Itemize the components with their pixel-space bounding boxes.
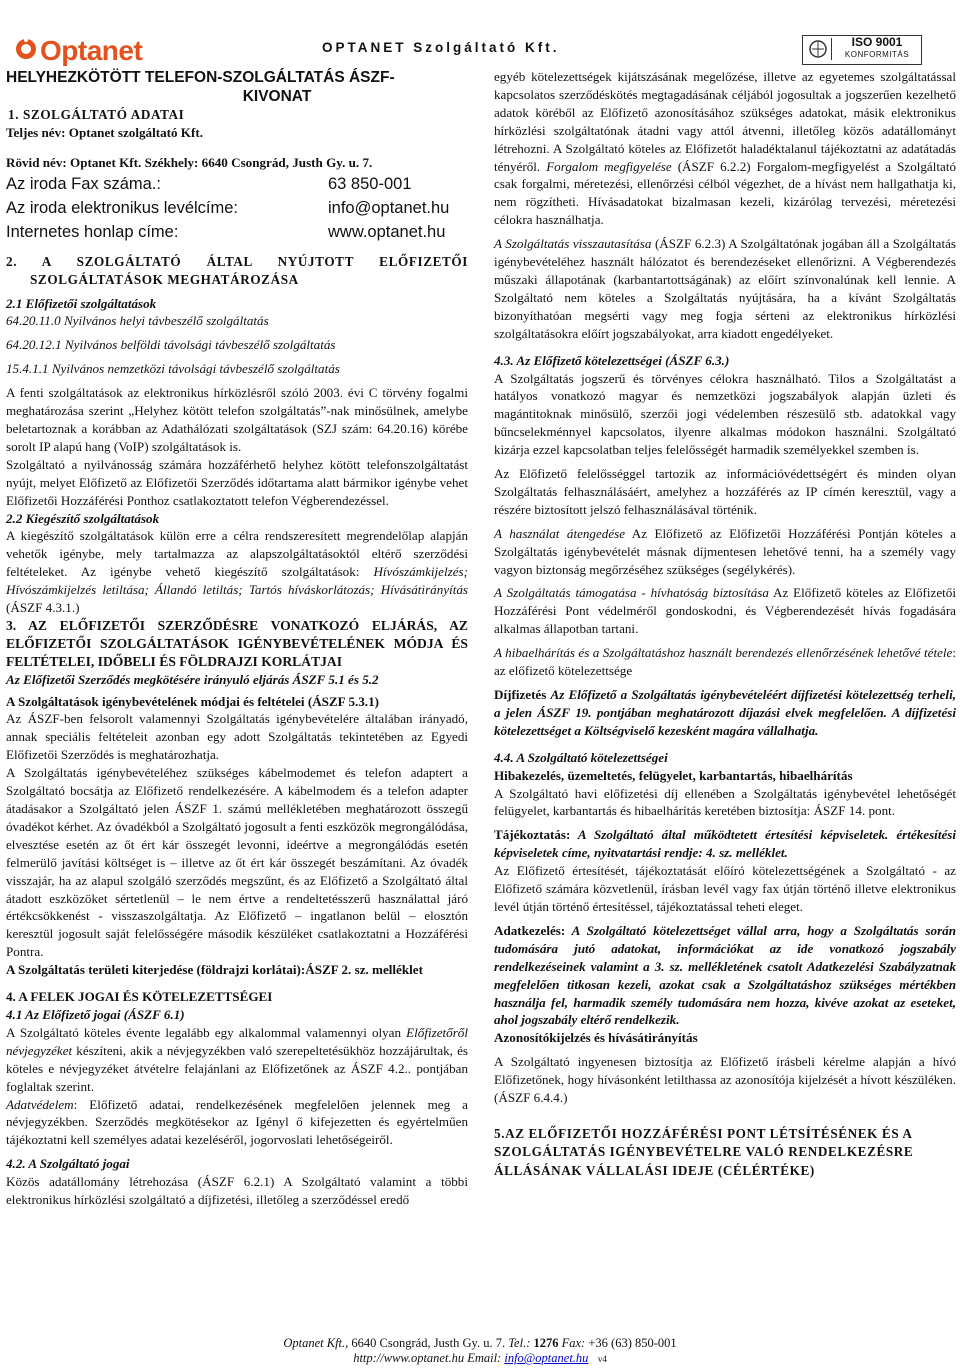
left-column — [6, 68, 468, 1209]
fault-repair-text: : az előfizető kötelezettsége — [494, 645, 956, 679]
fault-repair-label: A hibaelhárítás és a Szolgáltatáshoz használt berendezés ellenőrzésének lehetővé tétele — [494, 645, 953, 661]
fax-row — [6, 172, 468, 196]
footer-line-2 — [0, 1351, 960, 1368]
iso-subtitle: KONFORMITÁS — [844, 50, 910, 59]
supplementary-text: A kiegészítő szolgáltatások külön erre a célra rendszeresített megrendelőlap alapján vehetők igénybe, mely tartalmazza az alapszolgáltatásoktól eltérő szerződési feltételeket. Az igénybe vehető kiegészítő szolgáltatások: — [6, 528, 468, 580]
directory-text-b: készíteni, akik a névjegyzékben való szerepeltetésükhöz hozzájárultak, és köteles e névjegyzéket átvételre felajánlani az Előfizetőnek az ÁSZF 4.2.. pontjában foglaltak szerint. — [6, 1042, 468, 1094]
section-3-h2: A Szolgáltatások igénybevételének módjai és feltételei (ÁSZF 5.3.1) — [6, 693, 379, 709]
optanet-logo — [6, 18, 146, 66]
document-title: HELYHEZKÖTÖTT TELEFON-SZOLGÁLTATÁS ÁSZF- — [6, 69, 395, 86]
paragraph-fees — [494, 686, 956, 740]
paragraph-responsibility: Az Előfizető felelősséggel tartozik az információvédettségért és minden olyan Szolgáltatás felhasználásáért, amelyhez a hozzáférés az IP címén keresztül, vagy a részére biztosított jelszó felhasználásával történik. — [494, 466, 956, 517]
data-protection-label: Adatvédelem — [6, 1096, 74, 1112]
footer-company: Optanet Kft. — [283, 1336, 346, 1350]
section-2-heading-2: SZOLGÁLTATÁSOK MEGHATÁROZÁSA — [30, 271, 299, 287]
service-code-3: 15.4.1.1 Nyilvános nemzetközi távolsági távbeszélő szolgáltatás — [6, 361, 340, 377]
paragraph-data-protection — [6, 1096, 468, 1150]
paragraph-supplementary — [6, 527, 468, 617]
web-value: www.optanet.hu — [328, 222, 446, 241]
information-label: Tájékoztatás: — [494, 827, 571, 843]
obligations-text: egyéb kötelezettségek kijátszásának megelőzése, illetve az egyetemes szolgáltatással kapcsolatos szerződéskötés megtagadásának céljából jogosultak a jogszerűen kezelhető adatok köréből az Előfizető azonosításához szükséges adatokat, másik elektronikus hírközlési szolgáltatónak átadni vagy attól átvenni, illetőleg közös adatállományt létrehozni. A Szolgáltató köteles az Előfizetőt haladéktalanul tájékoztatni az adatátadás tényéről. — [494, 69, 956, 174]
email-row — [6, 196, 468, 220]
fax-label: Az iroda Fax száma.: — [6, 174, 161, 193]
fax-value: 63 850-001 — [328, 174, 412, 193]
section-2-2-heading: 2.2 Kiegészítő szolgáltatások — [6, 510, 160, 526]
paragraph-lawful-use: A Szolgáltatás jogszerű és törvényes célokra használható. Tilos a Szolgáltatást a hatályos vonatkozó magyar és nemzetközi jogszabályok alapján üzleti és magántitoknak minősülő, szerzői jogi védelemben részesülő stb. adatokkal vagy bűncselekménnyel kapcsolatos, ilyenre alkalmas módokon használni. Szolgáltató kizárja ezzel kapcsolatban teljes felelősségét harmadik személyekkel szemben is. — [494, 370, 956, 458]
service-code-1: 64.20.11.0 Nyilvános helyi távbeszélő szolgáltatás — [6, 313, 269, 329]
section-3-h3: A Szolgáltatás területi kiterjedése (földrajzi korlátai):ÁSZF 2. sz. melléklet — [6, 962, 423, 978]
directory-text-a: A Szolgáltató köteles évente legalább egy alkalommal valamennyi olyan — [6, 1024, 407, 1040]
paragraph-services: A fenti szolgáltatások az elektronikus hírközlésről szóló 2003. évi C törvény fogalmi meghatározása szerint „Helyhez kötött telefon szolgáltatás”-nak minősülnek, amelybe beletartoznak a korábban az Adathálózati szolgáltatások (SZJ szám: 64.20.16) körébe sorolt IP alapú hang (VoIP) szolgáltatások is. — [6, 385, 468, 454]
footer-version: v4 — [597, 1354, 607, 1364]
paragraph-modem: A Szolgáltatás igénybevételéhez szükséges kábelmodemet és telefon adaptert a Szolgáltató bocsátja az Előfizető rendelkezésére. A kábelmodem és a telefon adapter átadásakor a Szolgáltató jelen ÁSZF 1. számú mellékletében meghatározott összegű óvadékot kérhet. Az óvadékból a Szolgáltató jogosult a fenti eszközök megrongálódása, elvesztése esetén az őt ért kár összegét levonni, ideértve a megrongálódás esetén felmerülő javítási költséget is – illetve az őt ért kár összegét beszámítani. Az óvadék visszajár, ha az alapul szolgáló szerződés megszűnt, és az Előfizető a Szolgáltató által átadott eszközöket sértetlenül – le nem értve a rendeltetésszerű használattal járó értékcsökkenést - visszaszolgáltatja. Az Előfizető – ingatlanon belül – elosztón keresztül jogosult saját felelősségére második készüléket csatlakoztatni a Hozzáférési Pontra. — [6, 765, 468, 960]
section-4-1-heading: 4.1 Az Előfizető jogai (ÁSZF 6.1) — [6, 1006, 185, 1022]
section-4-2-heading: 4.2. A Szolgáltató jogai — [6, 1156, 130, 1172]
paragraph-maintenance: A Szolgáltató havi előfizetési díj ellenében a Szolgáltatás igénybevétel lehetőségét felügyelet, karbantartás és hibaelhárítás keretében biztosítja: ÁSZF 14. pont. — [494, 785, 956, 819]
traffic-monitoring-label: Forgalom megfigyelése — [546, 158, 672, 174]
paragraph-refusal — [494, 235, 956, 342]
data-handling-label: Adatkezelés: — [494, 922, 566, 938]
iso-title: ISO 9001 — [851, 35, 903, 49]
paragraph-aszf: Az ÁSZF-ben felsorolt valamennyi Szolgáltatás igénybevételére általában irányadó, annak speciális feltételeit azonban egy adott Szolgáltatás tekintetében az Egyedi Előfizetői Szerződés is meghatározhatja. — [6, 711, 468, 763]
use-transfer-label: A használat átengedése — [494, 525, 626, 541]
paragraph-obligations — [494, 68, 956, 229]
footer-web-link[interactable]: http://www.optanet.hu — [353, 1351, 465, 1365]
footer-fax: +36 (63) 850-001 — [585, 1336, 677, 1350]
section-1-heading: 1. SZOLGÁLTATÓ ADATAI — [8, 107, 185, 122]
refusal-text: (ÁSZF 6.2.3) A Szolgáltatónak jogában áll a Szolgáltatás igénybevételéhez használt hálózatot és berendezéseket ellenőrizni. A Végberendezés műszaki állapotának (karbantartottságának) az előírt színvonalúnak kell lennie. A Szolgáltató nem köteles a Szolgáltatás nyújtására, ha a kívánt Szolgáltatás bizonyíthatóan megsérti vagy meg fogja sérteni az elektronikus hírközlési szolgáltatásokra előírt jogszabályokat, arra kiadott engedélyeket. — [494, 236, 956, 341]
fees-text: Az Előfizető a Szolgáltatás igénybevételéért díjfizetési kötelezettség terheli, a jelen ÁSZF 19. pontjában meghatározott díjazási elvek megfelelően. A díjfizetési kötelezettséget a Költségviselő kezesként magára vállalhatja. — [494, 687, 956, 738]
section-4-4-heading: 4.4. A Szolgáltató kötelezettségei — [494, 749, 668, 765]
supplementary-ref: (ÁSZF 4.3.1.) — [6, 600, 80, 616]
full-name: Teljes név: Optanet szolgáltató Kft. — [6, 124, 203, 140]
footer-fax-label: Fax: — [561, 1336, 586, 1350]
caller-id-heading: Azonosítókijelzés és hívásátirányítás — [494, 1030, 698, 1046]
section-4-3-heading: 4.3. Az Előfizető kötelezettségei (ÁSZF 6.3.) — [494, 352, 730, 368]
paragraph-use-transfer — [494, 525, 956, 579]
refusal-label: A Szolgáltatás visszautasítása — [494, 236, 652, 252]
section-3-heading: 3. AZ ELŐFIZETŐI SZERZŐDÉSRE VONATKOZÓ ELJÁRÁS, AZ ELŐFIZETŐI SZOLGÁLTATÁSOK IGÉNYBEVÉTELÉNEK MÓDJA ÉS FELTÉTELEI, IDŐBELI ÉS FÖLDRAJZI KORLÁTJAI — [6, 617, 468, 669]
paragraph-provider: Szolgáltató a nyilvánosság számára hozzáférhető helyhez kötött telefonszolgáltatást nyújt, melyet Előfizető az Előfizetői Szerződés időtartama alatt bármikor igénybe vehet Előfizetői Hozzáférési Ponthoz csatlakoztatott telefon Végberendezéssel. — [6, 456, 468, 508]
section-4-heading: 4. A FELEK JOGAI ÉS KÖTELEZETTSÉGEI — [6, 989, 273, 1005]
iso-badge — [802, 35, 922, 65]
supplementary-list: Hívószámkijelzés; Hívószámkijelzés letiltása; Állandó letiltás; Tartós híváskorlátozás; Hívásátirányítás — [6, 564, 468, 598]
directory-text-italic: Előfizetőről névjegyzéket — [6, 1024, 468, 1058]
footer-email-label: Email: — [464, 1351, 505, 1365]
paragraph-shared-data: Közös adatállomány létrehozása (ÁSZF 6.2.1) A Szolgáltató valamint a többi elektronikus hírközlési szolgáltató a díjfizetési, illetőleg a szerződéssel eredő — [6, 1174, 468, 1208]
paragraph-directory — [6, 1024, 468, 1096]
section-4-4-subheading: Hibakezelés, üzemeltetés, felügyelet, karbantartás, hibaelhárítás — [494, 767, 853, 783]
section-5-heading: 5.AZ ELŐFIZETŐI HOZZÁFÉRÉSI PONT LÉTSÍTÉSÉNEK ÉS A SZOLGÁLTATÁS IGÉNYBEVÉTELRE VALÓ RENDELKEZÉSRE ÁLLÁSÁNAK VÁLLALÁSI IDEJE (CÉLÉRTÉKE) — [494, 1125, 914, 1178]
page-header — [0, 0, 960, 66]
section-2-1-heading: 2.1 Előfizetői szolgáltatások — [6, 295, 157, 311]
support-label: A Szolgáltatás támogatása - hívhatóság biztosítása — [494, 585, 769, 601]
section-3-sub: Az Előfizetői Szerződés megkötésére irányuló eljárás ÁSZF 5.1 és 5.2 — [6, 671, 379, 687]
fees-label: Díjfizetés — [494, 687, 551, 702]
data-protection-text: : Előfizető adatai, rendelkezésének megfelelően jelennek meg a névjegyzékben. Szerződés megkötésekor az Igényl ő kifejezetten és egyértelműen tájékoztatni kell személyes adatai kezeléséről, jogorvoslati lehetőségeiről. — [6, 1096, 468, 1148]
document-title-2: KIVONAT — [242, 88, 312, 105]
logo-text: Optanet — [40, 35, 143, 66]
web-row — [6, 220, 468, 244]
email-value: info@optanet.hu — [328, 198, 450, 217]
section-2-heading: 2. A SZOLGÁLTATÓ ÁLTAL NYÚJTOTT ELŐFIZETŐI — [6, 253, 468, 269]
paragraph-fault-repair — [494, 644, 956, 680]
page-footer — [0, 1336, 960, 1365]
footer-tel: 1276 — [530, 1336, 562, 1350]
information-text: A Szolgáltató által működtetett értesítési képviseletek. értékesítési képviseletek címe, nyitvatartási rendje: 4. sz. melléklet. — [494, 827, 956, 861]
right-column — [494, 68, 956, 1180]
footer-address: , 6640 Csongrád, Justh Gy. u. 7. — [345, 1336, 509, 1350]
footer-line-1 — [0, 1336, 960, 1352]
footer-email-link[interactable]: info@optanet.hu — [504, 1351, 589, 1365]
footer-tel-label: Tel.: — [508, 1336, 531, 1350]
logo-dots-icon — [14, 37, 38, 61]
email-label: Az iroda elektronikus levélcíme: — [6, 198, 239, 217]
support-text: Az Előfizető köteles az Előfizetői Hozzáférési Pont védelméről gondoskodni, és Végberendezését hívás fogadására alkalmas állapotban tartani. — [494, 585, 956, 637]
iso-mark-icon — [805, 38, 832, 60]
use-transfer-text: Az Előfizető az Előfizetői Hozzáférési Pontján köteles a Szolgáltatás igénybevételét másnak díjmentesen lehetővé tenni, ha a személy vagy vagyon biztonság megőrzéséhez szükséges (segélykérés). — [494, 525, 956, 577]
data-handling-text: A Szolgáltató kötelezettséget vállal arra, hogy a Szolgáltatás során tudomására jutó adatokat, információkat az ide vonatkozó jogszabály rendelkezéseinek valamint a 3. sz. mellékletének csatolt Adatkezelési Szabályzatnak megfelelően titkosan kezeli, azokat csak a Szolgáltatáshoz szükséges mértékben használja fel, harmadik személy tudomására nem hozza, kivéve azokat az eseteket, ahol jogszabály eltérő rendelkezik. — [494, 922, 956, 1028]
short-name: Rövid név: Optanet Kft. Székhely: 6640 Csongrád, Justh Gy. u. 7. — [6, 154, 373, 170]
paragraph-data-handling — [494, 922, 956, 1029]
paragraph-caller-id: A Szolgáltató ingyenesen biztosítja az Előfizető írásbeli kérelme alapján a hívó Előfizetőnek, hogy hívásonként letilthassa az azonosítója kijelzését a hívott készüléken. (ÁSZF 6.4.4.) — [494, 1054, 956, 1106]
traffic-monitoring-text: (ÁSZF 6.2.2) Forgalom-megfigyelést a Szolgáltató csak forgalmi, méretezési, ellenőrzési célból végezhet, de a hívást nem hallgathatja ki, nem rögzítheti. Hívásadatokat bizalmasan kezeli, kizárólag tervezési, méretezési célokra használhatja. — [494, 158, 957, 228]
paragraph-notification: Az Előfizető értesítését, tájékoztatását előíró kötelezettségének a Szolgáltató - az Előfizető számára közvetlenül, írásban levél vagy fax útján történő illetve elektronikus levél útján történő értesítéssel, tájékoztatással teheti eleget. — [494, 863, 956, 914]
paragraph-information — [494, 826, 956, 862]
paragraph-support — [494, 584, 956, 638]
header-company: OPTANET Szolgáltató Kft. — [322, 40, 560, 55]
service-code-2: 64.20.12.1 Nyilvános belföldi távolsági távbeszélő szolgáltatás — [6, 337, 336, 353]
web-label: Internetes honlap címe: — [6, 222, 179, 241]
